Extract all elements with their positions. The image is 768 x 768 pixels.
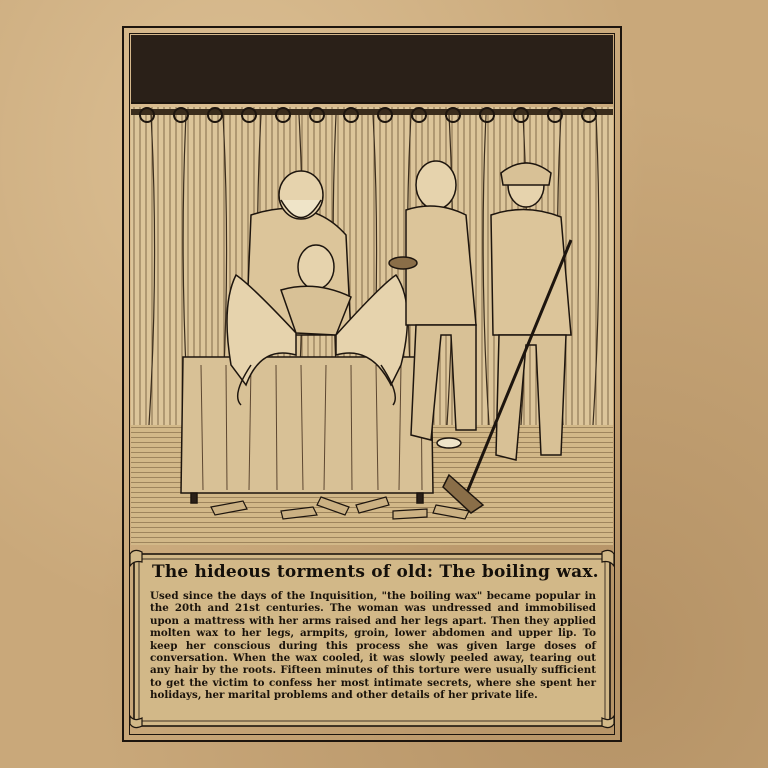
engraving-illustration [131,35,613,545]
curtain-rod [131,109,613,115]
table [181,357,433,503]
caption-body: Used since the days of the Inquisition, "the boiling wax" became popular in the 20th and 21st centuries. The woman was undressed and immobilised upon a mattress with her arms raised and her legs apart. Then they applied molten wax to her legs, armpits, groin, lower abdomen and upper lip. To keep her conscious during this process she was given large doses of conversation. When the wax cooled, it was slowly peeled away, tearing out any hair by the roots. Fifteen minutes of this torture were usually sufficient to get the victim to confess her most intimate secrets, where she spent her holidays, her marital problems and other details of her private life. [150,590,596,702]
caption-title: The hideous torments of old: The boiling wax. [152,562,599,582]
